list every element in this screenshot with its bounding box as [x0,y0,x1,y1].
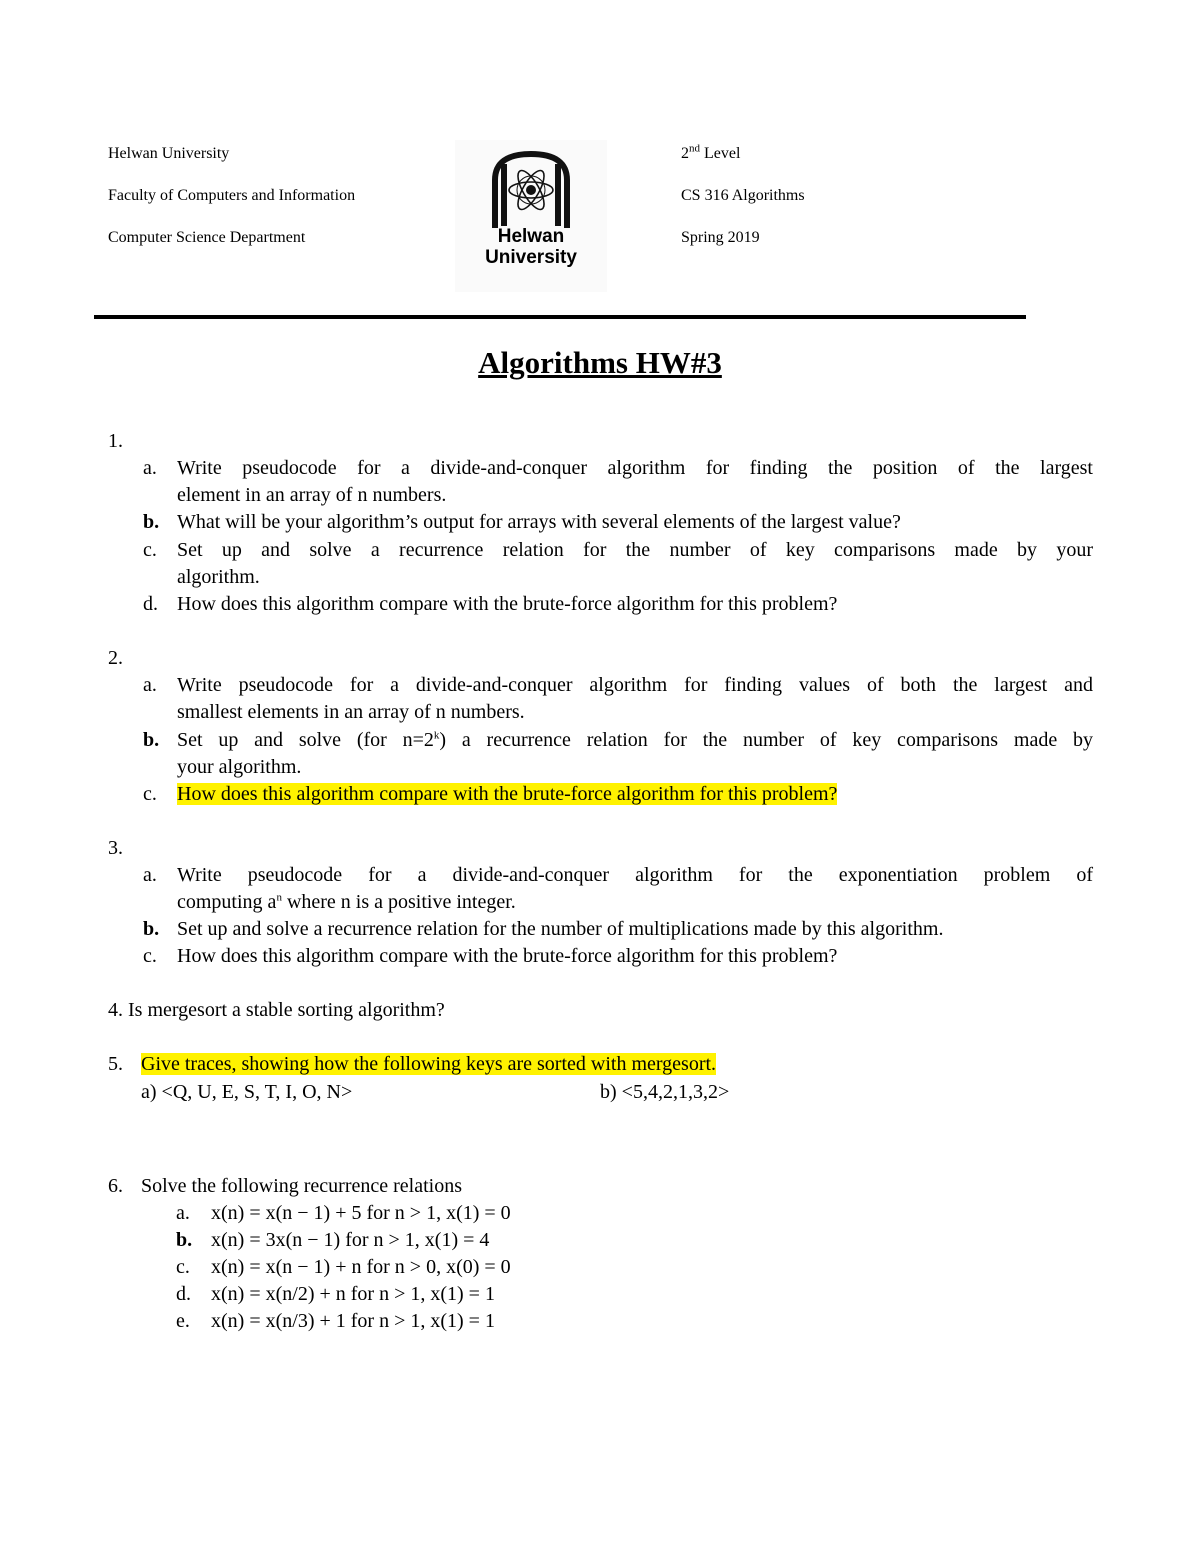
q6-item-label: c. [176,1256,190,1278]
q2-c-label: c. [143,783,157,805]
q6-number: 6. [108,1175,123,1197]
q3-c-line1: How does this algorithm compare with the brute-force algorithm for this problem? [177,945,838,967]
q6-item-text: x(n) = x(n/3) + 1 for n > 1, x(1) = 1 [211,1310,495,1332]
q6-item-text: x(n) = x(n − 1) + 5 for n > 1, x(1) = 0 [211,1202,511,1224]
q4-text: 4. Is mergesort a stable sorting algorithm? [108,999,445,1021]
q1-a-line2: element in an array of n numbers. [177,484,447,506]
q2-b-label: b. [143,729,160,751]
q1-d-line1: How does this algorithm compare with the brute-force algorithm for this problem? [177,593,838,615]
highlighted-text: How does this algorithm compare with the brute-force algorithm for this problem? [177,783,838,805]
header-right [681,144,805,270]
q1-number: 1. [108,430,123,452]
q1-d-label: d. [143,593,158,615]
q3-a-label: a. [143,864,157,886]
q1-a-label: a. [143,457,157,479]
q1-b-label: b. [143,511,160,533]
q5-text [141,1051,716,1078]
atom-emblem-icon [455,140,607,292]
q6-item-text: x(n) = x(n/2) + n for n > 1, x(1) = 1 [211,1283,495,1305]
q1-c-line2: algorithm. [177,566,260,588]
q2-b-line1: Set up and solve (for $n=2^k$) a recurrence relation for the number of key comparisons made by [177,729,1093,751]
q6-text: Solve the following recurrence relations [141,1175,462,1197]
highlighted-text: Give traces, showing how the following keys are sorted with mergesort. [141,1053,717,1075]
logo-text-line2: University [485,247,577,268]
q3-number: 3. [108,837,123,859]
university-name: Helwan University [108,145,230,162]
q1-b-line1: What will be your algorithm’s output for arrays with several elements of the largest value? [177,511,901,533]
q3-c-label: c. [143,945,157,967]
q3-b-line1: Set up and solve a recurrence relation for the number of multiplications made by this algorithm. [177,918,944,940]
q6-item-text: x(n) = 3x(n − 1) for n > 1, x(1) = 4 [211,1229,490,1251]
q1-c-line1: Set up and solve a recurrence relation for the number of key comparisons made by your [177,539,1093,561]
header-divider [94,315,1026,319]
q5-number: 5. [108,1053,123,1075]
q1-c-label: c. [143,539,157,561]
q2-b-line2: your algorithm. [177,756,302,778]
q1-a-line1: Write pseudocode for a divide-and-conquer algorithm for finding the position of the largest [177,457,1093,479]
q5-b-keys: b) <5,4,2,1,3,2> [600,1081,730,1103]
q5-a-keys: a) <Q, U, E, S, T, I, O, N> [141,1081,353,1103]
q3-a-line1: Write pseudocode for a divide-and-conquer algorithm for the exponentiation problem of [177,864,1093,886]
q2-number: 2. [108,647,123,669]
q2-a-label: a. [143,674,157,696]
department-name: Computer Science Department [108,229,306,246]
q2-a-line2: smallest elements in an array of n numbers. [177,701,525,723]
logo-text-line1: Helwan [497,226,565,247]
page-title: Algorithms HW#3 [478,345,722,380]
q6-item-text: x(n) = x(n − 1) + n for n > 0, x(0) = 0 [211,1256,511,1278]
q6-item-label: e. [176,1310,190,1332]
q6-item-label: b. [176,1229,193,1251]
header-left [108,144,355,270]
q2-c-line1 [177,781,837,808]
q2-a-line1: Write pseudocode for a divide-and-conquer algorithm for finding values of both the largest and [177,674,1093,696]
q3-a-line2: computing $a^n$ where n is a positive integer. [177,891,516,913]
q6-item-label: d. [176,1283,191,1305]
q3-b-label: b. [143,918,160,940]
course-term: Spring 2019 [681,229,760,246]
q6-item-label: a. [176,1202,190,1224]
course-level: 2nd Level [681,142,741,162]
course-code: CS 316 Algorithms [681,187,805,204]
university-logo [455,140,607,292]
faculty-name: Faculty of Computers and Information [108,187,356,204]
